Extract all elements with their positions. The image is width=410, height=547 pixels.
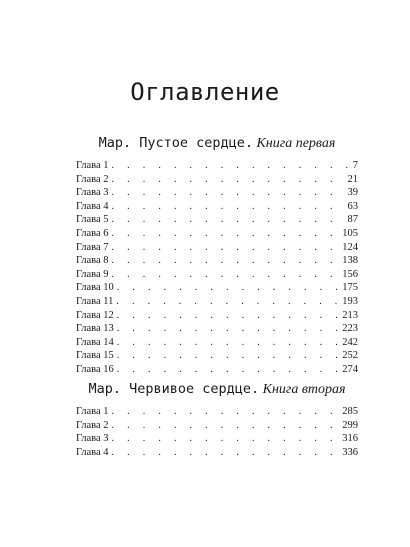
dot-leader [116,295,339,309]
book-heading [76,380,358,399]
dot-leader [117,363,339,377]
page-title: Оглавление [130,78,280,106]
page-number: 124 [342,241,358,253]
chapter-label: Глава 2 [76,173,109,185]
page-number: 21 [347,173,358,185]
chapter-label: Глава 4 [76,200,109,212]
chapter-label: Глава 2 [76,419,109,431]
dot-leader [117,322,339,336]
page-number: 223 [342,323,358,335]
toc-entry[interactable] [76,213,358,227]
toc-entry[interactable] [76,349,358,363]
dot-leader [112,254,340,268]
toc-entry[interactable] [76,419,358,433]
dot-leader [117,336,339,350]
dot-leader [112,186,345,200]
page-number: 87 [347,214,358,226]
chapter-label: Глава 12 [76,309,114,321]
chapter-label: Глава 16 [76,363,114,375]
dot-leader [117,349,339,363]
dot-leader [112,446,340,460]
chapter-label: Глава 4 [76,446,109,458]
toc-entry[interactable] [76,363,358,377]
book-name: Мар. Пустое сердце. [98,135,253,151]
page-number: 193 [342,295,358,307]
page-number: 7 [352,160,358,171]
page-number: 63 [347,200,358,212]
page-number: 285 [342,406,358,417]
book-name: Мар. Червивое сердце. [88,381,260,397]
toc-entry[interactable] [76,173,358,187]
page-number: 336 [342,446,358,458]
toc-entry[interactable] [76,322,358,336]
toc-entry[interactable] [76,281,358,295]
toc-entry[interactable] [76,200,358,214]
chapter-label: Глава 11 [76,295,114,307]
page-number: 138 [342,255,358,267]
book-section-2 [76,380,358,459]
chapter-label: Глава 9 [76,268,109,280]
toc-entry[interactable] [76,159,358,173]
book-subtitle: Книга первая [256,136,336,151]
dot-leader [117,309,339,323]
chapter-label: Глава 1 [76,160,109,171]
page-number: 299 [342,419,358,431]
dot-leader [112,268,340,282]
toc-entry[interactable] [76,309,358,323]
dot-leader [112,419,340,433]
dot-leader [117,281,339,295]
chapter-label: Глава 8 [76,255,109,267]
dot-leader [112,213,345,227]
toc-entry[interactable] [76,432,358,446]
toc-entry[interactable] [76,405,358,419]
page-number: 156 [342,268,358,280]
chapter-label: Глава 6 [76,227,109,239]
page-number: 175 [342,282,358,294]
chapter-label: Глава 15 [76,350,114,362]
page-number: 252 [342,350,358,362]
page-number: 105 [342,227,358,239]
chapter-label: Глава 14 [76,336,114,348]
dot-leader [112,432,340,446]
dot-leader [112,159,350,173]
book-heading [76,134,358,153]
chapter-label: Глава 13 [76,323,114,335]
chapter-label: Глава 3 [76,187,109,199]
dot-leader [112,241,340,255]
dot-leader [112,173,345,187]
book-subtitle: Книга вторая [262,382,346,397]
toc-entry[interactable] [76,186,358,200]
page-number: 213 [342,309,358,321]
toc-entry[interactable] [76,268,358,282]
book-section-1 [76,134,358,377]
page-number: 316 [342,433,358,445]
toc-entry[interactable] [76,227,358,241]
toc-entry[interactable] [76,254,358,268]
page-number: 242 [342,336,358,348]
chapter-label: Глава 3 [76,433,109,445]
dot-leader [112,200,345,214]
page-number: 39 [347,187,358,199]
chapter-label: Глава 10 [76,282,114,294]
toc-entry[interactable] [76,336,358,350]
dot-leader [112,405,340,419]
page-number: 274 [342,363,358,375]
chapter-label: Глава 5 [76,214,109,226]
toc-entry[interactable] [76,446,358,460]
chapter-label: Глава 7 [76,241,109,253]
toc-entry[interactable] [76,241,358,255]
chapter-label: Глава 1 [76,406,109,417]
dot-leader [112,227,340,241]
toc-entry[interactable] [76,295,358,309]
